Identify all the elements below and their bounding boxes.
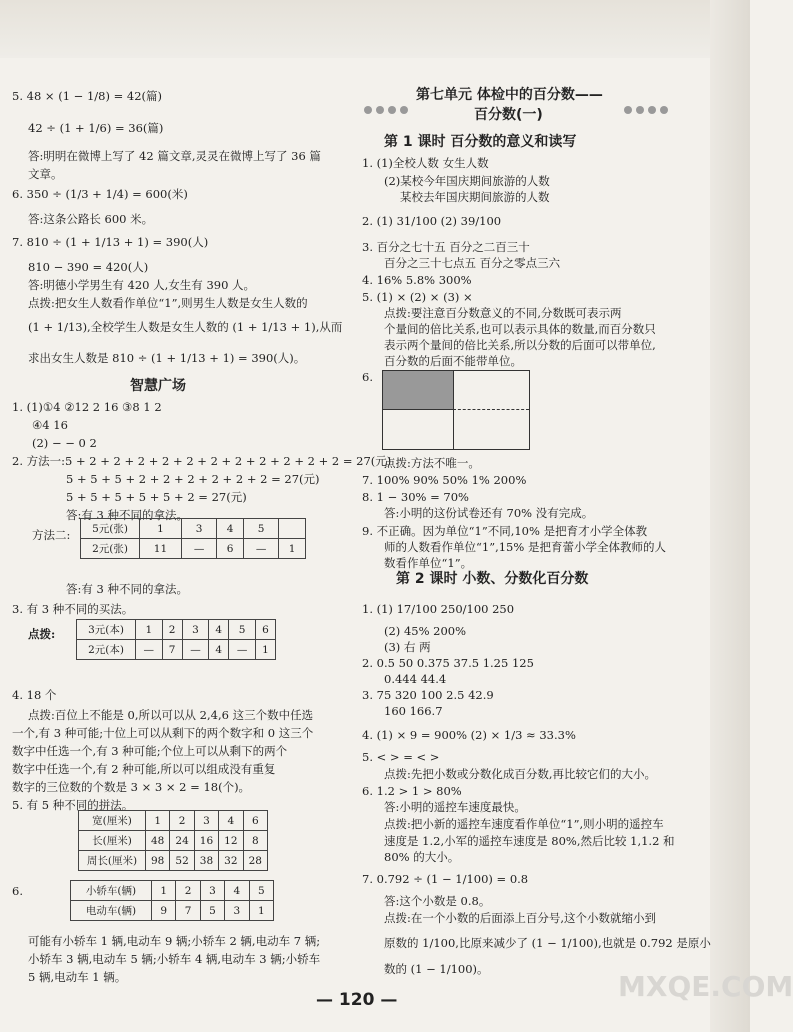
answer-line: 答:明明在微博上写了 42 篇文章,灵灵在微博上写了 36 篇: [28, 149, 321, 163]
answer-line: 5 + 5 + 5 + 5 + 5 + 2 = 27(元): [66, 490, 247, 504]
answer-line: 2. 0.5 50 0.375 37.5 1.25 125: [362, 656, 534, 670]
answer-line: 3. 有 3 种不同的买法。: [12, 602, 134, 616]
table-cell: 2: [170, 811, 194, 831]
answer-line: 3. 75 320 100 2.5 42.9: [362, 688, 494, 702]
shaded-rectangle-figure: [382, 370, 530, 450]
table-cell: 52: [170, 851, 194, 871]
table-cell: 48: [146, 831, 170, 851]
answer-line: (3) 右 两: [384, 640, 431, 654]
hint-line: 数字中任选一个,有 3 种可能;个位上可以从剩下的两个: [12, 744, 288, 758]
table-cell: 5: [229, 620, 256, 640]
hint-line: 点拨:要注意百分数意义的不同,分数既可表示两: [384, 306, 622, 320]
answer-line: 5 辆,电动车 1 辆。: [28, 970, 127, 984]
table-cell: 4: [219, 811, 243, 831]
table-cell: 电动车(辆): [71, 901, 152, 921]
answer-line: 9. 不正确。因为单位“1”不同,10% 是把育才小学全体教: [362, 524, 648, 538]
hint-line: 80% 的大小。: [384, 850, 460, 864]
table-cell: 1: [152, 881, 176, 901]
answer-line: 6. 1.2 > 1 > 80%: [362, 784, 462, 798]
table-cell: 5: [249, 881, 273, 901]
table-cell: 2元(本): [77, 640, 136, 660]
hint-line: 点拨:先把小数或分数化成百分数,再比较它们的大小。: [384, 767, 657, 781]
hint-line: 表示两个量间的倍比关系,所以分数的后面可以带单位,: [384, 338, 656, 352]
table-cell: 6: [243, 811, 267, 831]
table-cell: 11: [140, 539, 182, 559]
answer-line: 3. 百分之七十五 百分之二百三十: [362, 240, 530, 254]
table-cell: 1: [136, 620, 163, 640]
answer-line: 文章。: [28, 167, 63, 181]
table-row: [77, 640, 276, 660]
table-cell: 4: [209, 620, 229, 640]
answer-line: 7. 100% 90% 50% 1% 200%: [362, 473, 527, 487]
table-cell: 3元(本): [77, 620, 136, 640]
table-cell: 3: [194, 811, 218, 831]
table-cell: —: [229, 640, 256, 660]
hint-line: 点拨:百位上不能是 0,所以可以从 2,4,6 这三个数中任选: [28, 708, 314, 722]
answer-line: 6.: [12, 884, 23, 898]
table-cell: 周长(厘米): [79, 851, 146, 871]
answer-line: 5. 48 × (1 − 1/8) = 42(篇): [12, 89, 163, 103]
answer-line: (2)某校今年国庆期间旅游的人数: [384, 174, 550, 188]
table-cell: 4: [209, 640, 229, 660]
answer-line: ④4 16: [32, 418, 68, 432]
answer-line: 2. (1) 31/100 (2) 39/100: [362, 214, 502, 228]
table-cell: 9: [152, 901, 176, 921]
table-cell: 2: [162, 620, 182, 640]
table-cell: 24: [170, 831, 194, 851]
answer-line: 5. < > = < >: [362, 750, 440, 764]
table-cell: 7: [162, 640, 182, 660]
table-vehicles: [70, 880, 274, 921]
answer-line: 7. 810 ÷ (1 + 1/13 + 1) = 390(人): [12, 235, 209, 249]
table-cell: 12: [219, 831, 243, 851]
answer-line: 小轿车 3 辆,电动车 5 辆;小轿车 4 辆,电动车 3 辆;小轿车: [28, 952, 321, 966]
table-cell: 5: [243, 519, 278, 539]
table-cell: 6: [217, 539, 244, 559]
watermark: MXQE.COM: [618, 970, 793, 1003]
lesson-title: 第 1 课时 百分数的意义和读写: [384, 134, 577, 150]
table-cell: 16: [194, 831, 218, 851]
page-edge: [710, 0, 750, 1032]
section-title: 智慧广场: [130, 378, 186, 394]
top-strip: [0, 0, 750, 58]
answer-line: 答:有 3 种不同的拿法。: [66, 582, 189, 596]
hint-line: 数字的三位数的个数是 3 × 3 × 2 = 18(个)。: [12, 780, 251, 794]
table-cell: 4: [217, 519, 244, 539]
answer-line: 数看作单位“1”。: [384, 556, 473, 570]
table-cell: 1: [146, 811, 170, 831]
hint-line: 一个,有 3 种可能;十位上可以从剩下的两个数字和 0 这三个: [12, 726, 314, 740]
table-cell: 4: [225, 881, 249, 901]
answer-line: 答:明德小学男生有 420 人,女生有 390 人。: [28, 278, 256, 292]
unit-subtitle: 百分数(一): [474, 107, 543, 123]
table-cell: 2: [176, 881, 200, 901]
table-rectangles: [78, 810, 268, 871]
answer-line: 1. (1)①4 ②12 2 16 ③8 1 2: [12, 400, 162, 414]
table-cell: 7: [176, 901, 200, 921]
hint-line: 原数的 1/100,比原来减少了 (1 − 1/100),也就是 0.792 是原小: [384, 936, 711, 950]
table-cell: —: [136, 640, 163, 660]
table-cell: —: [181, 539, 216, 559]
answer-line: 7. 0.792 ÷ (1 − 1/100) = 0.8: [362, 872, 529, 886]
answer-line: 1. (1) 17/100 250/100 250: [362, 602, 515, 616]
table-cell: 3: [182, 620, 209, 640]
table-cell: 长(厘米): [79, 831, 146, 851]
table-cell: 3: [181, 519, 216, 539]
table-cell: 5: [200, 901, 224, 921]
dashed-divider: [453, 409, 529, 410]
answer-line: 师的人数看作单位“1”,15% 是把育蕾小学全体教师的人: [384, 540, 666, 554]
table-books: [76, 619, 276, 660]
table-money: [80, 518, 306, 559]
divider-line: [453, 371, 454, 449]
table-row: [77, 620, 276, 640]
table-cell: 8: [243, 831, 267, 851]
unit-title: 第七单元 体检中的百分数——: [416, 87, 603, 103]
page-number: — 120 —: [316, 990, 398, 1010]
answer-line: 4. 16% 5.8% 300%: [362, 273, 472, 287]
answer-line: 6.: [362, 370, 373, 384]
answer-line: 5. (1) × (2) × (3) ×: [362, 290, 473, 304]
table-cell: —: [182, 640, 209, 660]
hint-line: 数字中任选一个,有 2 种可能,所以可以组成没有重复: [12, 762, 276, 776]
decor-dots-right: [624, 103, 672, 117]
answer-line: 0.444 44.4: [384, 672, 447, 686]
answer-line: 810 − 390 = 420(人): [28, 260, 149, 274]
answer-line: (2) 45% 200%: [384, 624, 467, 638]
answer-line: 方法二:: [32, 528, 71, 542]
hint-line: 个量间的倍比关系,也可以表示具体的数量,而百分数只: [384, 322, 656, 336]
table-cell: 3: [200, 881, 224, 901]
table-cell: 32: [219, 851, 243, 871]
table-cell: 6: [255, 620, 275, 640]
table-row: [79, 851, 268, 871]
answer-line: 8. 1 − 30% = 70%: [362, 490, 469, 504]
answer-line: 百分之三十七点五 百分之零点三六: [384, 256, 561, 270]
table-cell: 5元(张): [81, 519, 140, 539]
table-cell: —: [243, 539, 278, 559]
table-cell: 宽(厘米): [79, 811, 146, 831]
answer-line: 4. (1) × 9 = 900% (2) × 1/3 ≈ 33.3%: [362, 728, 576, 742]
hint-line: 速度是 1.2,小军的遥控车速度是 80%,然后比较 1,1.2 和: [384, 834, 675, 848]
answer-line: 160 166.7: [384, 704, 443, 718]
table-cell: 1: [255, 640, 275, 660]
hint-line: 求出女生人数是 810 ÷ (1 + 1/13 + 1) = 390(人)。: [28, 351, 306, 365]
answer-line: 答:这条公路长 600 米。: [28, 212, 154, 226]
answer-line: 42 ÷ (1 + 1/6) = 36(篇): [28, 121, 164, 135]
answer-line: (2) − − 0 2: [32, 436, 97, 450]
table-cell: [279, 519, 306, 539]
answer-line: 答:小明的遥控车速度最快。: [384, 800, 526, 814]
table-row: [79, 831, 268, 851]
hint-line: 数的 (1 − 1/100)。: [384, 962, 489, 976]
hint-line: 点拨:在一个小数的后面添上百分号,这个小数就缩小到: [384, 911, 657, 925]
answer-line: 答:小明的这份试卷还有 70% 没有完成。: [384, 506, 594, 520]
answer-line: 答:这个小数是 0.8。: [384, 894, 491, 908]
table-cell: 28: [243, 851, 267, 871]
answer-line: 6. 350 ÷ (1/3 + 1/4) = 600(米): [12, 187, 188, 201]
shaded-region: [383, 371, 454, 410]
hint-line: 点拨:方法不唯一。: [384, 456, 480, 470]
answer-line: 2. 方法一:5 + 2 + 2 + 2 + 2 + 2 + 2 + 2 + 2 + 2 + 2 + 2 = 27(元): [12, 454, 392, 468]
lesson-title: 第 2 课时 小数、分数化百分数: [396, 571, 589, 587]
table-cell: 1: [249, 901, 273, 921]
table-cell: 98: [146, 851, 170, 871]
hint-line: 百分数的后面不能带单位。: [384, 354, 522, 368]
hint-line: 点拨:把女生人数看作单位“1”,则男生人数是女生人数的: [28, 296, 308, 310]
table-cell: 2元(张): [81, 539, 140, 559]
table-row: [71, 881, 274, 901]
decor-dots-left: [364, 103, 412, 117]
hint-line: (1 + 1/13),全校学生人数是女生人数的 (1 + 1/13 + 1),从而: [28, 320, 343, 334]
table-row: [81, 539, 306, 559]
answer-line: 可能有小轿车 1 辆,电动车 9 辆;小轿车 2 辆,电动车 7 辆;: [28, 934, 321, 948]
answer-line: 5. 有 5 种不同的拼法。: [12, 798, 134, 812]
table-row: [81, 519, 306, 539]
table-row: [71, 901, 274, 921]
answer-line: 4. 18 个: [12, 688, 57, 702]
table-cell: 3: [225, 901, 249, 921]
answer-line: 5 + 5 + 5 + 2 + 2 + 2 + 2 + 2 + 2 = 27(元): [66, 472, 320, 486]
table-cell: 小轿车(辆): [71, 881, 152, 901]
answer-line: 答:有 3 种不同的拿法。: [66, 508, 189, 522]
hint-line: 点拨:把小新的遥控车速度看作单位“1”,则小明的遥控车: [384, 817, 664, 831]
table-cell: 1: [140, 519, 182, 539]
table-row: [79, 811, 268, 831]
hint-label: 点拨:: [28, 627, 56, 641]
table-cell: 38: [194, 851, 218, 871]
answer-line: 某校去年国庆期间旅游的人数: [400, 190, 550, 204]
table-cell: 1: [279, 539, 306, 559]
answer-line: 1. (1)全校人数 女生人数: [362, 156, 489, 170]
